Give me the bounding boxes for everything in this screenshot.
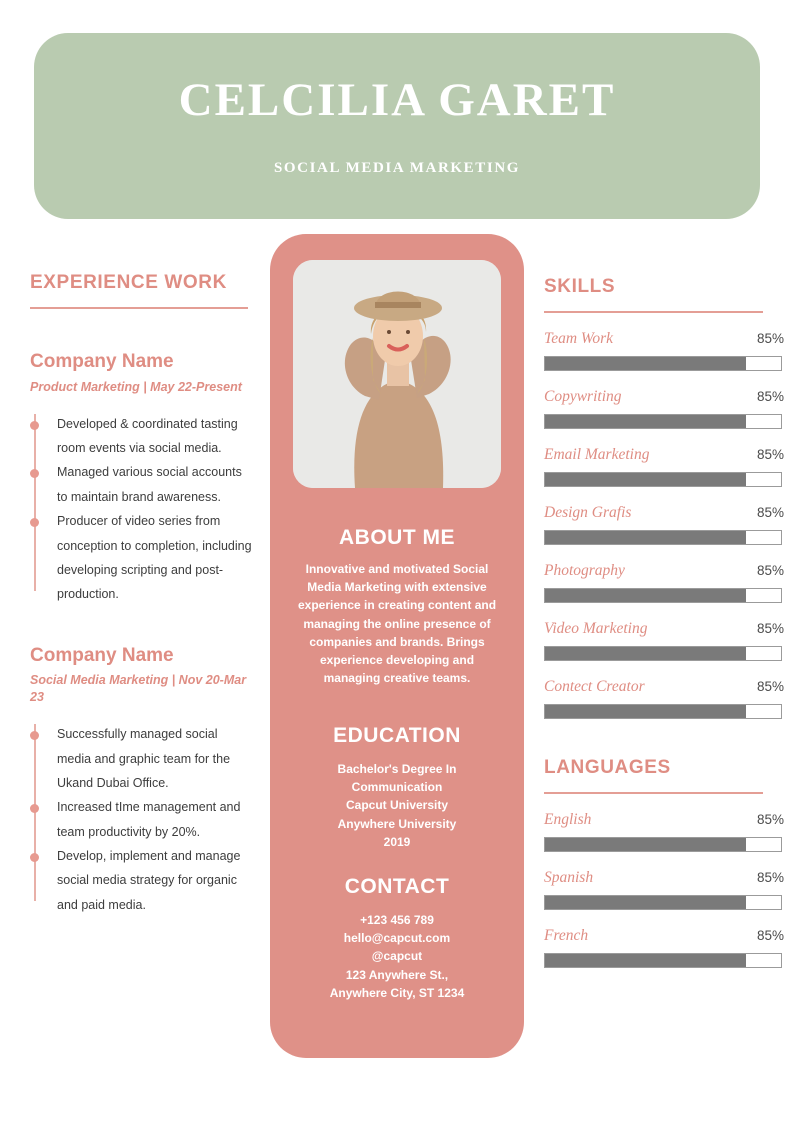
job-title: SOCIAL MEDIA MARKETING: [273, 160, 521, 177]
language-name: French: [544, 927, 589, 944]
language-bar-fill: [545, 954, 746, 967]
skill-percent: 85%: [756, 621, 784, 636]
skill-bar-fill: [545, 589, 746, 602]
avatar: [293, 260, 501, 488]
skill-bar: [544, 588, 782, 603]
portrait-photo-icon: [293, 260, 501, 488]
skill-bar-fill: [545, 531, 746, 544]
experience-section-title: EXPERIENCE WORK: [30, 272, 227, 293]
skills-divider: [544, 311, 763, 313]
language-percent: 85%: [756, 812, 784, 827]
experience-column: [30, 272, 254, 917]
languages-divider: [544, 792, 763, 794]
skill-row: [544, 620, 784, 661]
education-line: Bachelor's Degree In Communication: [337, 762, 457, 795]
language-bar: [544, 895, 782, 910]
skill-bar: [544, 704, 782, 719]
language-name: Spanish: [544, 869, 594, 886]
language-percent: 85%: [756, 928, 784, 943]
education-line: Anywhere University: [337, 816, 457, 831]
languages-section: [544, 757, 784, 968]
skill-name: Email Marketing: [544, 446, 650, 463]
skills-section-title: SKILLS: [544, 276, 616, 297]
skill-bar: [544, 414, 782, 429]
language-name: English: [544, 811, 592, 828]
skill-bar: [544, 646, 782, 661]
languages-section-title: LANGUAGES: [544, 757, 671, 778]
about-heading: ABOUT ME: [339, 526, 455, 549]
contact-handle[interactable]: @capcut: [371, 949, 423, 964]
language-percent: 85%: [756, 870, 784, 885]
skill-percent: 85%: [756, 389, 784, 404]
list-item: Developed & coordinated tasting room events via social media.: [30, 412, 254, 461]
contact-address-line2: Anywhere City, ST 1234: [329, 985, 465, 1000]
skill-row: [544, 388, 784, 429]
skill-name: Video Marketing: [544, 620, 648, 637]
language-row: [544, 927, 784, 968]
contact-heading: CONTACT: [344, 875, 450, 898]
skill-bar-fill: [545, 357, 746, 370]
skill-percent: 85%: [756, 563, 784, 578]
language-bar-fill: [545, 896, 746, 909]
experience-bullets: [30, 412, 254, 607]
education-section: [270, 724, 524, 851]
header-band: [34, 33, 760, 219]
list-item: Managed various social accounts to maintain brand awareness.: [30, 460, 254, 509]
language-row: [544, 811, 784, 852]
list-item: Successfully managed social media and graphic team for the Ukand Dubai Office.: [30, 722, 254, 795]
page-title: CELCILIA GARET: [178, 73, 616, 126]
experience-divider: [30, 307, 248, 309]
skill-bar-fill: [545, 705, 746, 718]
skill-bar: [544, 472, 782, 487]
language-row: [544, 869, 784, 910]
contact-email[interactable]: hello@capcut.com: [343, 931, 451, 946]
skill-percent: 85%: [756, 331, 784, 346]
skill-bar: [544, 356, 782, 371]
skill-name: Team Work: [544, 330, 614, 347]
language-bar: [544, 837, 782, 852]
skill-name: Copywriting: [544, 388, 622, 405]
skill-bar-fill: [545, 647, 746, 660]
education-line: 2019: [383, 834, 411, 849]
skill-percent: 85%: [756, 447, 784, 462]
company-role: Social Media Marketing | Nov 20-Mar 23: [30, 673, 247, 705]
education-heading: EDUCATION: [333, 724, 461, 747]
contact-address-line1: 123 Anywhere St.,: [345, 967, 449, 982]
skills-column: [544, 276, 784, 968]
skill-name: Design Grafis: [544, 504, 632, 521]
skill-percent: 85%: [756, 505, 784, 520]
skill-bar-fill: [545, 473, 746, 486]
skill-row: [544, 330, 784, 371]
language-bar-fill: [545, 838, 746, 851]
company-name: Company Name: [30, 644, 174, 666]
experience-bullets: [30, 722, 254, 917]
language-bar: [544, 953, 782, 968]
skill-bar: [544, 530, 782, 545]
skill-name: Contect Creator: [544, 678, 645, 695]
list-item: Increased tIme management and team productivity by 20%.: [30, 795, 254, 844]
experience-item: [30, 351, 254, 607]
about-text: Innovative and motivated Social Media Marketing with extensive experience in creating content and managing the online presence of companies and brands. Brings experience developing and managing creative teams.: [297, 562, 497, 686]
company-name: Company Name: [30, 351, 174, 372]
skill-row: [544, 446, 784, 487]
skill-row: [544, 678, 784, 719]
skill-percent: 85%: [756, 679, 784, 694]
experience-item: [30, 645, 254, 918]
education-line: Capcut University: [345, 798, 449, 813]
contact-section: [270, 875, 524, 1002]
skill-row: [544, 504, 784, 545]
skill-bar-fill: [545, 415, 746, 428]
list-item: Develop, implement and manage social media strategy for organic and paid media.: [30, 844, 254, 917]
profile-card: [270, 234, 524, 1058]
list-item: Producer of video series from conception to completion, including developing scripting and post-production.: [30, 509, 254, 607]
about-section: [270, 526, 524, 688]
company-role: Product Marketing | May 22-Present: [30, 379, 242, 394]
skill-name: Photography: [544, 562, 625, 579]
skill-row: [544, 562, 784, 603]
contact-phone: +123 456 789: [360, 913, 434, 927]
